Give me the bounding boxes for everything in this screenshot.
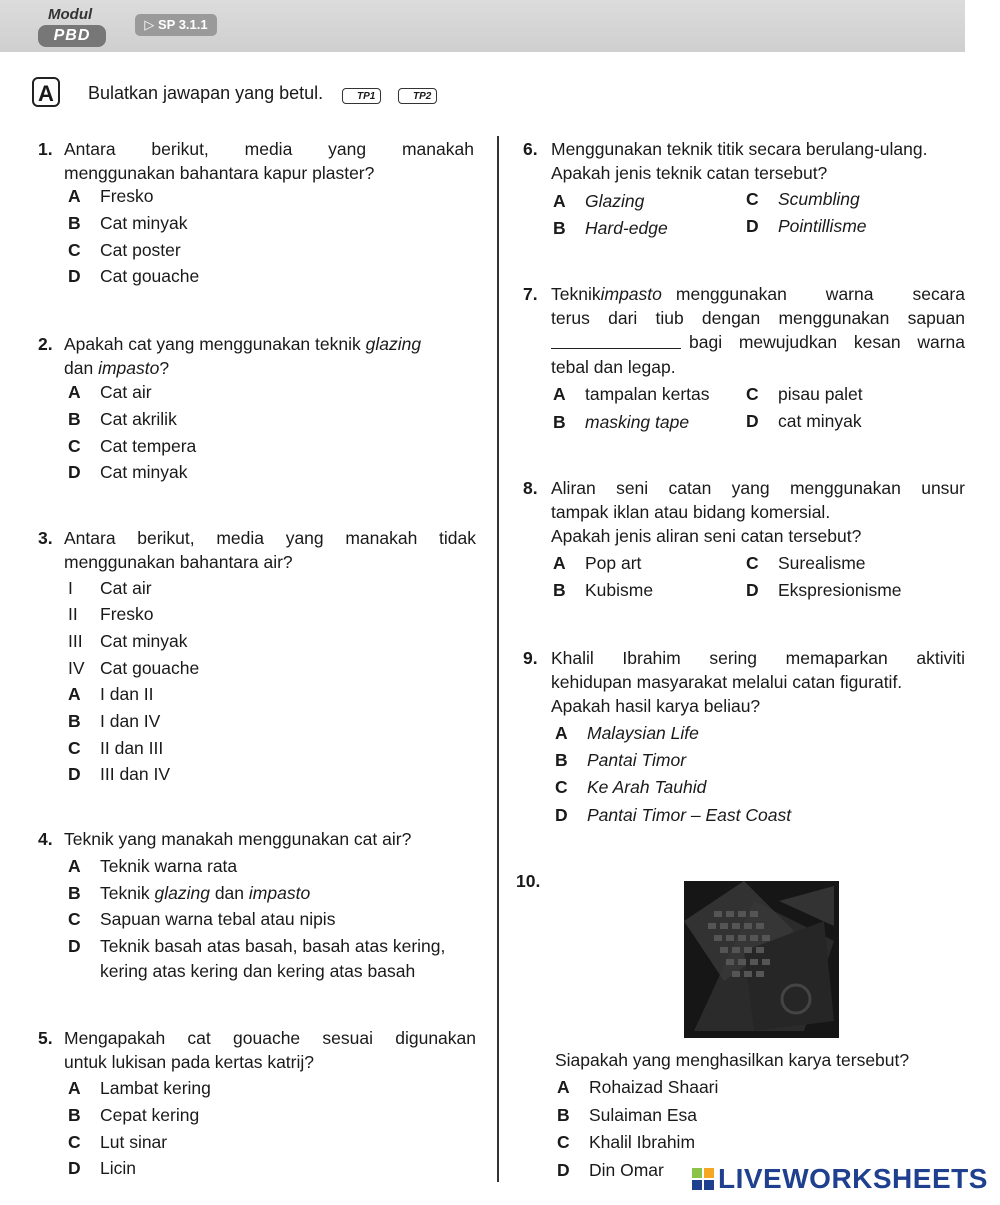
liveworksheets-logo xyxy=(692,1163,988,1195)
option-text: Teknik basah atas basah, basah atas kering, xyxy=(100,936,446,956)
option-text: Cat minyak xyxy=(100,462,188,482)
header-bar xyxy=(0,0,965,52)
option-text: Licin xyxy=(100,1158,136,1178)
option-text: Pantai Timor – East Coast xyxy=(587,805,792,825)
option-d[interactable]: D Din Omar xyxy=(557,1160,664,1180)
option-d[interactable]: D Cat minyak xyxy=(68,462,188,482)
statement-4: IV Cat gouache xyxy=(68,658,200,678)
stem-text: Teknik xyxy=(551,284,601,304)
option-text: Ekspresionisme xyxy=(778,580,902,600)
question-stem-line: Aliran seni catan yang menggunakan unsur xyxy=(551,478,965,498)
artwork-image xyxy=(684,881,839,1038)
option-text: Fresko xyxy=(100,186,154,206)
question-stem-line: Apakah jenis aliran seni catan tersebut? xyxy=(551,526,862,546)
question-number: 1. xyxy=(38,139,53,159)
answer-blank[interactable] xyxy=(551,329,681,349)
stem-text: Apakah cat yang menggunakan teknik xyxy=(64,334,361,354)
question-number: 7. xyxy=(523,284,538,304)
statement-3: III Cat minyak xyxy=(68,631,188,651)
option-text: cat minyak xyxy=(778,411,862,431)
option-b[interactable]: B I dan IV xyxy=(68,711,161,731)
option-b[interactable]: B Sulaiman Esa xyxy=(557,1105,697,1125)
question-number: 9. xyxy=(523,648,538,668)
option-text: Cat air xyxy=(100,382,152,402)
option-c[interactable]: C Ke Arah Tauhid xyxy=(555,777,707,797)
question-stem-line: Khalil Ibrahim sering memaparkan aktiviti xyxy=(551,648,965,668)
option-text: Cat akrilik xyxy=(100,409,177,429)
option-d[interactable]: D Pointillisme xyxy=(746,216,867,236)
question-number: 5. xyxy=(38,1028,53,1048)
option-a[interactable]: A Rohaizad Shaari xyxy=(557,1077,719,1097)
section-letter: A xyxy=(32,77,60,107)
question-stem-line: untuk lukisan pada kertas katrij? xyxy=(64,1052,314,1072)
stem-word: manakah xyxy=(401,139,474,159)
question-stem-line xyxy=(64,331,421,357)
option-d[interactable]: D III dan IV xyxy=(68,764,171,784)
question-stem-line xyxy=(64,355,169,381)
question-stem-line: Antara berikut, media yang manakah tidak xyxy=(64,528,476,548)
option-text: Cat minyak xyxy=(100,213,188,233)
question-stem-line: Siapakah yang menghasilkan karya tersebut? xyxy=(555,1050,910,1070)
section-instruction: Bulatkan jawapan yang betul. xyxy=(88,83,324,103)
statement-text: Cat gouache xyxy=(100,658,200,678)
question-stem-line: Apakah jenis teknik catan tersebut? xyxy=(551,163,828,183)
question-number: 4. xyxy=(38,829,53,849)
statement-text: Cat minyak xyxy=(100,631,188,651)
option-term: glazing xyxy=(154,883,210,903)
option-text: Kubisme xyxy=(585,580,654,600)
question-stem-line: Teknik yang manakah menggunakan cat air? xyxy=(64,829,412,849)
question-stem-line: kehidupan masyarakat melalui catan figuratif. xyxy=(551,672,903,692)
option-text: Teknik warna rata xyxy=(100,856,238,876)
stem-word: yang xyxy=(328,139,367,159)
question-stem-line: Menggunakan teknik titik secara berulang-ulang. xyxy=(551,139,928,159)
option-c[interactable]: C Khalil Ibrahim xyxy=(557,1132,696,1152)
question-number: 3. xyxy=(38,528,53,548)
stem-word: media xyxy=(244,139,293,159)
option-text: Glazing xyxy=(585,191,645,211)
option-b[interactable]: B Pantai Timor xyxy=(555,750,687,770)
stem-word: Antara xyxy=(64,139,116,159)
statement-text: Fresko xyxy=(100,604,154,624)
modul-label: Modul xyxy=(48,6,93,23)
option-text: Sapuan warna tebal atau nipis xyxy=(100,909,336,929)
stem-word: berikut, xyxy=(151,139,209,159)
question-stem-line: tampak iklan atau bidang komersial. xyxy=(551,502,831,522)
option-text: Lambat kering xyxy=(100,1078,211,1098)
option-c[interactable]: C Cat poster xyxy=(68,240,181,260)
question-number: 2. xyxy=(38,334,53,354)
stem-text: menggunakan warna secara xyxy=(675,284,965,304)
option-c[interactable]: C Surealisme xyxy=(746,553,866,573)
option-term: impasto xyxy=(248,883,311,903)
option-b[interactable]: B Kubisme xyxy=(553,580,654,600)
option-text: Surealisme xyxy=(778,553,866,573)
option-d[interactable]: D Pantai Timor – East Coast xyxy=(555,805,792,825)
question-stem-line xyxy=(551,329,965,355)
stem-term: impasto xyxy=(600,284,662,304)
question-number: 6. xyxy=(523,139,538,159)
option-c[interactable]: C II dan III xyxy=(68,738,164,758)
option-text: Sulaiman Esa xyxy=(589,1105,697,1125)
option-d[interactable]: D Ekspresionisme xyxy=(746,580,902,600)
option-text: Cat gouache xyxy=(100,266,200,286)
option-a[interactable]: A Pop art xyxy=(553,553,642,573)
option-b[interactable]: B Cat akrilik xyxy=(68,409,177,429)
logo-text: LIVEWORKSHEETS xyxy=(718,1163,988,1194)
option-a[interactable]: A Fresko xyxy=(68,186,154,206)
option-text: Teknik xyxy=(100,883,150,903)
logo-grid-icon xyxy=(692,1168,714,1190)
option-text: Pantai Timor xyxy=(587,750,687,770)
option-c[interactable]: C pisau palet xyxy=(746,384,863,404)
question-stem-line: tebal dan legap. xyxy=(551,357,676,377)
option-text: III dan IV xyxy=(100,764,171,784)
option-text: II dan III xyxy=(100,738,164,758)
option-d[interactable]: D Licin xyxy=(68,1158,136,1178)
option-text: tampalan kertas xyxy=(585,384,710,404)
option-text: Cat poster xyxy=(100,240,181,260)
option-text: Scumbling xyxy=(778,189,860,209)
option-b[interactable]: B Hard-edge xyxy=(553,218,668,238)
option-text: Cat tempera xyxy=(100,436,197,456)
option-a[interactable]: A Malaysian Life xyxy=(555,723,699,743)
option-b[interactable]: B Cat minyak xyxy=(68,213,188,233)
option-d-continued: kering atas kering dan kering atas basah xyxy=(100,961,416,981)
column-divider xyxy=(497,136,499,1182)
question-number: 8. xyxy=(523,478,538,498)
stem-term: glazing xyxy=(365,334,422,354)
option-text: Malaysian Life xyxy=(587,723,699,743)
question-stem-line xyxy=(64,136,474,162)
option-d[interactable]: D Cat gouache xyxy=(68,266,200,286)
stem-term: impasto xyxy=(98,358,160,378)
option-text: pisau palet xyxy=(778,384,863,404)
tp2-badge: TP2 xyxy=(398,88,437,104)
option-text: Khalil Ibrahim xyxy=(589,1132,696,1152)
option-text: masking tape xyxy=(585,412,690,432)
option-text: I dan II xyxy=(100,684,154,704)
option-a[interactable]: A Cat air xyxy=(68,382,152,402)
option-a[interactable]: A Teknik warna rata xyxy=(68,856,238,876)
question-number: 10. xyxy=(516,871,541,891)
question-stem-line: Mengapakah cat gouache sesuai digunakan xyxy=(64,1028,476,1048)
option-a[interactable]: A Lambat kering xyxy=(68,1078,211,1098)
option-b[interactable]: B Teknik glazing dan impasto xyxy=(68,883,311,903)
option-text: Din Omar xyxy=(589,1160,664,1180)
sp-code-chip: ▷ SP 3.1.1 xyxy=(135,14,217,36)
modul-pbd-badge xyxy=(30,4,114,52)
option-c[interactable]: C Lut sinar xyxy=(68,1132,168,1152)
option-c[interactable]: C Cat tempera xyxy=(68,436,197,456)
option-text: Pop art xyxy=(585,553,642,573)
option-text: dan xyxy=(214,883,245,903)
question-stem-line: terus dari tiub dengan menggunakan sapuan xyxy=(551,308,965,328)
question-stem-line xyxy=(551,281,965,307)
option-d[interactable]: D Teknik basah atas basah, basah atas kering, xyxy=(68,936,446,956)
stem-text: ? xyxy=(159,358,170,378)
option-d[interactable]: D cat minyak xyxy=(746,411,862,431)
option-text: I dan IV xyxy=(100,711,161,731)
stem-text: dan xyxy=(64,358,94,378)
pbd-label: PBD xyxy=(38,25,106,47)
statement-text: Cat air xyxy=(100,578,152,598)
option-c[interactable]: C Scumbling xyxy=(746,189,860,209)
stem-text: bagi mewujudkan kesan warna xyxy=(689,332,965,352)
tp1-badge: TP1 xyxy=(342,88,381,104)
statement-1: I Cat air xyxy=(68,578,152,598)
option-text: Cepat kering xyxy=(100,1105,200,1125)
option-text: Hard-edge xyxy=(585,218,668,238)
question-stem-line: Apakah hasil karya beliau? xyxy=(551,696,761,716)
option-a[interactable]: A Glazing xyxy=(553,191,645,211)
option-text: Ke Arah Tauhid xyxy=(587,777,707,797)
option-text: Lut sinar xyxy=(100,1132,168,1152)
option-b[interactable]: B masking tape xyxy=(553,412,690,432)
option-a[interactable]: A tampalan kertas xyxy=(553,384,710,404)
question-stem-line: menggunakan bahantara kapur plaster? xyxy=(64,163,375,183)
option-b[interactable]: B Cepat kering xyxy=(68,1105,200,1125)
statement-2: II Fresko xyxy=(68,604,154,624)
question-stem-line: menggunakan bahantara air? xyxy=(64,552,293,572)
option-c[interactable]: C Sapuan warna tebal atau nipis xyxy=(68,909,336,929)
option-text: Pointillisme xyxy=(778,216,867,236)
option-text: Rohaizad Shaari xyxy=(589,1077,719,1097)
option-a[interactable]: A I dan II xyxy=(68,684,154,704)
